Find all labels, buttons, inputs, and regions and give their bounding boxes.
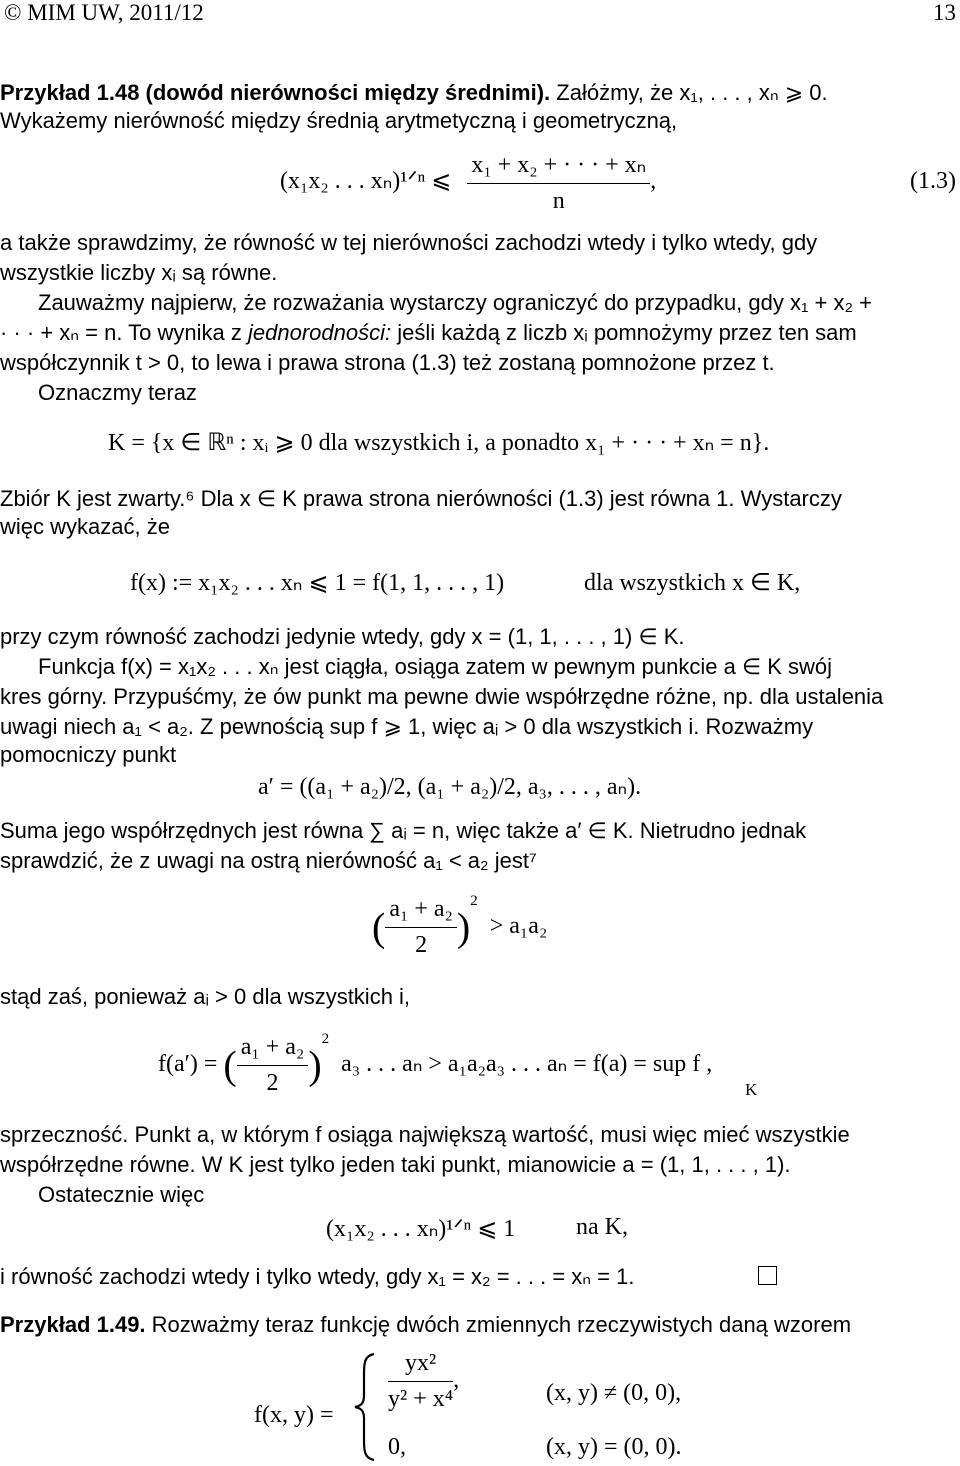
paragraph-line: przy czym równość zachodzi jedynie wtedy, gdy x = (1, 1, . . . , 1) ∈ K.	[0, 624, 685, 649]
equation-fraction	[385, 896, 457, 959]
piecewise-case-1: $\frac{\text{yx²}}{\text{y² + x⁴}}$ ,	[388, 1350, 460, 1412]
equation-tag: (1.3)	[910, 168, 956, 194]
paragraph-line: sprzeczność. Punkt a, w którym f osiąga największą wartość, musi więc mieć wszystkie	[0, 1122, 850, 1147]
equation-square-bound: ( $\frac{\text{a₁ + a₂}}{2}$ )$^2$ > a₁a₂	[372, 893, 548, 958]
paragraph-line: wszystkie liczby xᵢ są równe.	[0, 260, 278, 285]
fraction-denominator: y² + x⁴	[388, 1386, 454, 1412]
equation-lhs: f(a′) =	[158, 1051, 218, 1078]
paragraph-line: więc wykazać, że	[0, 514, 170, 539]
equation-set-K: K = {x ∈ ℝⁿ : xᵢ ⩾ 0 dla wszystkich i, a ponadto x₁ + · · · + xₙ = n}.	[108, 430, 770, 456]
example-title: Przykład 1.48 (dowód nierówności między średnimi).	[0, 80, 551, 105]
paragraph-line: współrzędne równe. W K jest tylko jeden taki punkt, mianowicie a = (1, 1, . . . , 1).	[0, 1152, 791, 1177]
fraction-numerator: a₁ + a₂	[240, 1034, 305, 1060]
example-1-48-heading	[0, 78, 828, 108]
text-run: i równość zachodzi wtedy i tylko wtedy, gdy x₁ = x₂ = . . . = xₙ = 1.	[0, 1264, 635, 1289]
qed-icon	[758, 1266, 777, 1287]
piecewise-condition-2: (x, y) = (0, 0).	[546, 1434, 682, 1460]
header-left: © MIM UW, 2011/12	[4, 0, 204, 25]
emphasis: jednorodności:	[248, 320, 392, 345]
equation-fraction	[237, 1034, 309, 1097]
paragraph-line: a także sprawdzimy, że równość w tej nierówności zachodzi wtedy i tylko wtedy, gdy	[0, 230, 818, 255]
paragraph-line: uwagi niech a₁ < a₂. Z pewnością sup f ⩾ 1, więc aᵢ > 0 dla wszystkich i. Rozważmy	[0, 714, 814, 739]
equation-1-3: (x₁x₂ . . . xₙ)¹ᐟⁿ ⩽ $\frac{\text{x₁ + x₂ + · · · + xₙ}}{n}$ ,	[280, 152, 657, 214]
fraction-denominator: n	[552, 188, 565, 214]
example-assumption: Załóżmy, że x₁, . . . , xₙ ⩾ 0.	[556, 80, 828, 105]
left-brace-icon	[352, 1352, 380, 1462]
example-title: Przykład 1.49.	[0, 1312, 146, 1337]
paragraph-line: Zbiór K jest zwarty.⁶ Dla x ∈ K prawa strona nierówności (1.3) jest równa 1. Wystarczy	[0, 486, 842, 511]
equation-rhs: > a₁a₂	[489, 913, 548, 940]
paragraph-line: Funkcja f(x) = x₁x₂ . . . xₙ jest ciągła, osiąga zatem w pewnym punkcie a ∈ K swój	[38, 654, 833, 679]
page-number: 13	[933, 0, 956, 25]
fraction-numerator: x₁ + x₂ + · · · + xₙ	[467, 150, 650, 184]
paragraph-line: współczynnik t > 0, to lewa i prawa strona (1.3) też zostaną pomnożone przez t.	[0, 350, 775, 375]
piecewise-condition-1: (x, y) ≠ (0, 0),	[546, 1380, 682, 1406]
paragraph-line	[0, 1262, 634, 1292]
equation-final: (x₁x₂ . . . xₙ)¹ᐟⁿ ⩽ 1	[326, 1216, 516, 1242]
piecewise-case-2: 0,	[388, 1434, 406, 1460]
equation-lhs: (x₁x₂ . . . xₙ)¹ᐟⁿ ⩽	[280, 168, 452, 195]
paragraph-line: sprawdzić, że z uwagi na ostrą nierówność a₁ < a₂ jest⁷	[0, 848, 537, 873]
paragraph-line: Ostatecznie więc	[38, 1182, 205, 1207]
equation-fraction	[388, 1350, 453, 1413]
sup-subscript: K	[745, 1080, 758, 1099]
paragraph-line: pomocniczy punkt	[0, 742, 177, 767]
fraction-numerator: yx²	[388, 1350, 453, 1382]
piecewise-lhs: f(x, y) =	[254, 1402, 334, 1428]
equation-f-a-prime: f(a′) = ( $\frac{\text{a₁ + a₂}}{2}$ )$^2$ a₃ . . . aₙ > a₁a₂a₃ . . . aₙ = f(a) = sup f ,	[158, 1031, 713, 1096]
paragraph-line: kres górny. Przypuśćmy, że ów punkt ma pewne dwie współrzędne różne, np. dla ustalenia	[0, 684, 884, 709]
equation-rhs: a₃ . . . aₙ > a₁a₂a₃ . . . aₙ = f(a) = sup f ,	[341, 1051, 713, 1078]
paragraph-line: Suma jego współrzędnych jest równa ∑ aᵢ = n, więc także a′ ∈ K. Nietrudno jednak	[0, 818, 807, 843]
paragraph-line: Oznaczmy teraz	[38, 380, 197, 405]
equation-f-bound-condition: dla wszystkich x ∈ K,	[584, 570, 801, 596]
paragraph-line	[0, 318, 857, 348]
fraction-denominator: 2	[237, 1065, 309, 1097]
equation-a-prime: a′ = ((a₁ + a₂)/2, (a₁ + a₂)/2, a₃, . . . , aₙ).	[258, 774, 642, 800]
fraction-numerator: a₁ + a₂	[389, 896, 453, 922]
text-run: jeśli każdą z liczb xᵢ pomnożymy przez ten sam	[391, 320, 857, 345]
paragraph-line: Zauważmy najpierw, że rozważania wystarczy ograniczyć do przypadku, gdy x₁ + x₂ +	[38, 290, 872, 315]
example-1-49-heading	[0, 1310, 851, 1340]
paragraph-line: stąd zaś, ponieważ aᵢ > 0 dla wszystkich i,	[0, 984, 411, 1009]
paragraph-line: Wykażemy nierówność między średnią arytmetyczną i geometryczną,	[0, 108, 678, 133]
fraction-denominator: 2	[385, 927, 457, 959]
equation-f-bound: f(x) := x₁x₂ . . . xₙ ⩽ 1 = f(1, 1, . . . , 1)	[130, 570, 505, 596]
equation-final-domain: na K,	[576, 1214, 628, 1240]
example-intro: Rozważmy teraz funkcję dwóch zmiennych rzeczywistych daną wzorem	[151, 1312, 852, 1337]
running-header	[0, 0, 960, 28]
text-run: · · · + xₙ = n. To wynika z	[0, 320, 248, 345]
equation-fraction	[467, 150, 650, 215]
